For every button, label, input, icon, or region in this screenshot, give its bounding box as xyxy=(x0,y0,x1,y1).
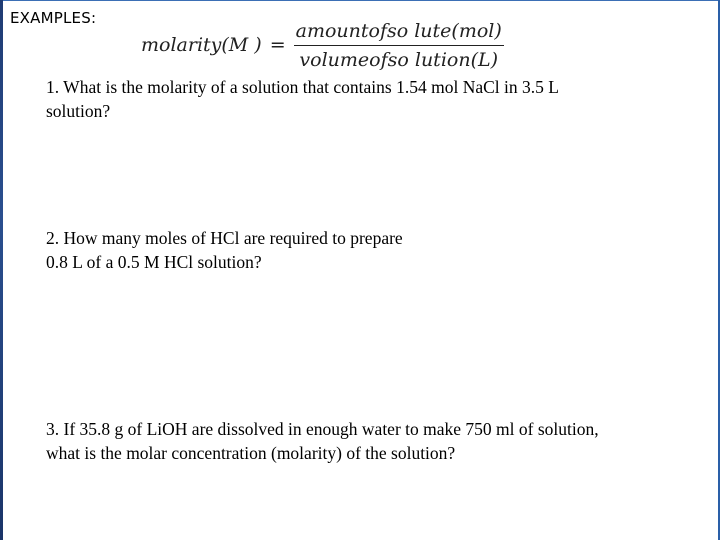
formula-numerator: amountofso lute(mol) xyxy=(295,19,502,42)
question-1-line-1: 1. What is the molarity of a solution that contains 1.54 mol NaCl in 3.5 L xyxy=(46,77,559,97)
question-2-line-2: 0.8 L of a 0.5 M HCl solution? xyxy=(46,252,262,272)
formula-fraction xyxy=(294,20,504,71)
formula-denominator: volumeofso lution(L) xyxy=(299,48,499,71)
slide-left-border xyxy=(0,0,3,540)
slide-top-border xyxy=(0,0,720,1)
question-3 xyxy=(46,417,696,465)
question-2 xyxy=(46,226,666,274)
formula-lhs: molarity(M ) xyxy=(141,34,262,56)
formula-equals: = xyxy=(269,34,286,56)
question-1 xyxy=(46,75,666,123)
question-1-line-2: solution? xyxy=(46,101,111,121)
question-3-line-2: what is the molar concentration (molarity) of the solution? xyxy=(46,443,456,463)
slide-heading: EXAMPLES: xyxy=(10,9,97,27)
question-3-line-1: 3. If 35.8 g of LiOH are dissolved in enough water to make 750 ml of solution, xyxy=(46,419,599,439)
question-2-line-1: 2. How many moles of HCl are required to prepare xyxy=(46,228,403,248)
molarity-formula xyxy=(141,14,504,76)
